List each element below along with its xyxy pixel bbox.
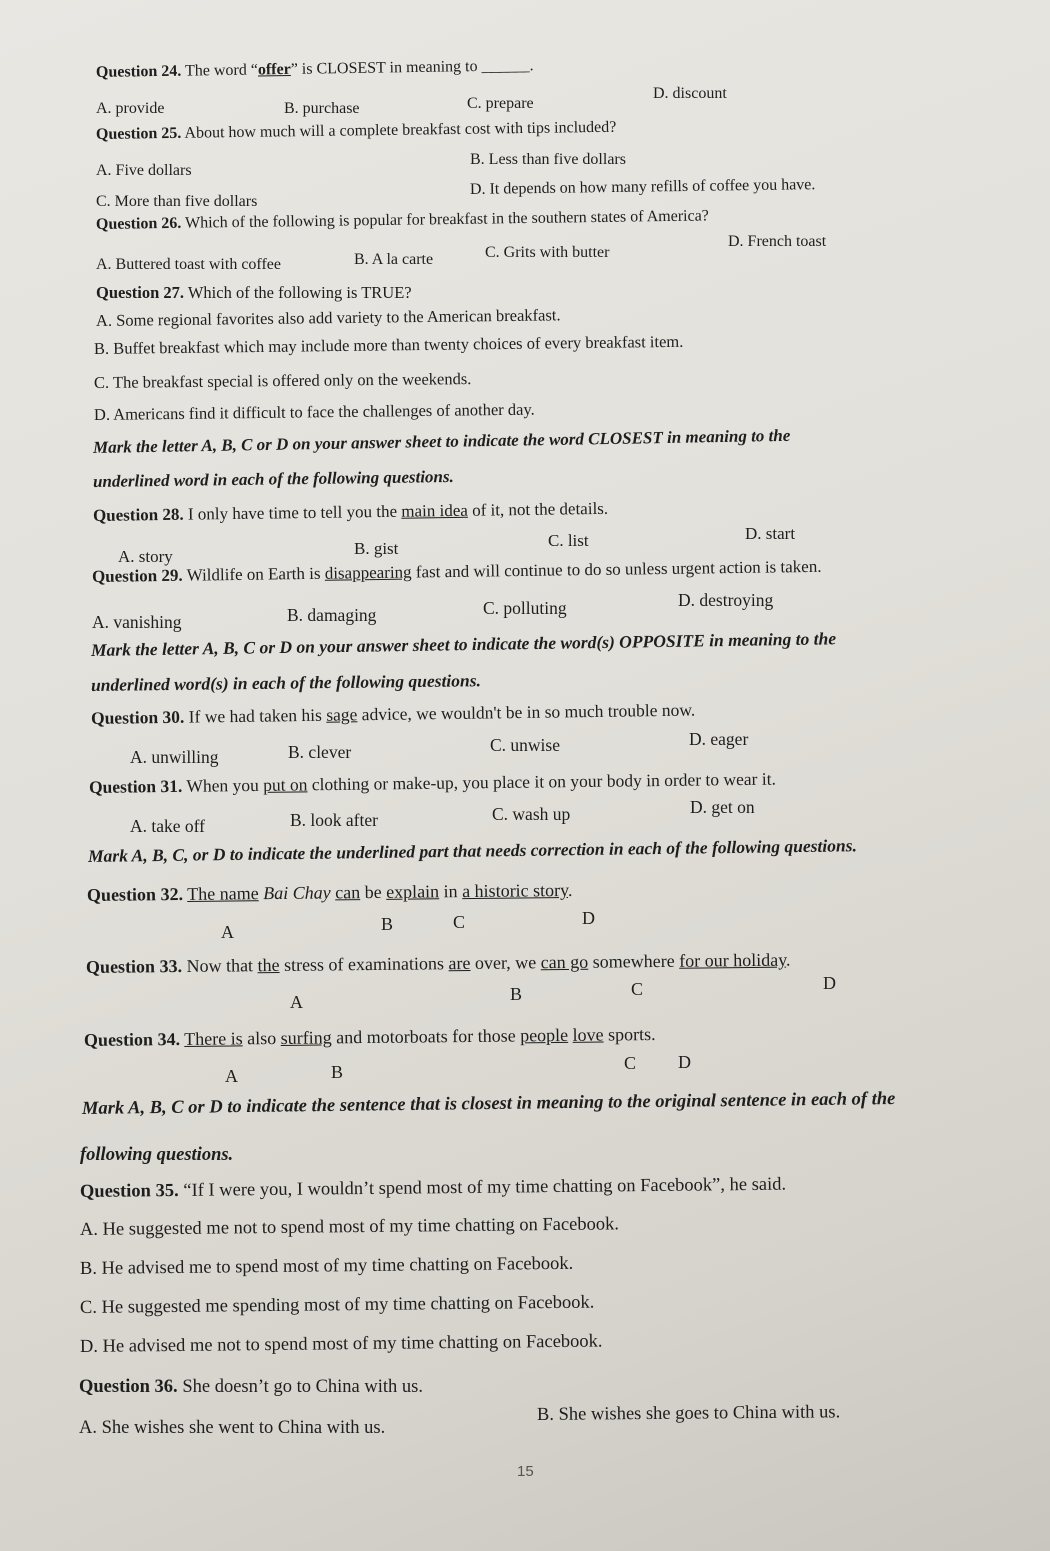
q24-option-c: C. prepare [467,95,534,112]
q30-option-a: A. unwilling [130,747,219,767]
q27-option-c: C. The breakfast special is offered only on the weekends. [93,369,472,392]
q34-label-c: C [624,1053,637,1073]
instruction-correction: Mark A, B, C, or D to indicate the underlined part that needs correction in each of the following questions. [87,835,858,866]
q32-label-a: A [221,922,234,942]
q29-option-b: B. damaging [287,605,377,625]
q25-option-d: D. It depends on how many refills of coffee you have. [469,176,816,198]
q24-option-d: D. discount [653,85,727,102]
q34-stem: Question 34. There is also surfing and motorboats for those people love sports. [83,1024,656,1050]
q25-option-b: B. Less than five dollars [470,151,626,168]
q33-label-c: C [631,979,644,999]
q24-option-a: A. provide [96,100,165,117]
q34-label-d: D [678,1052,691,1072]
q26-option-d: D. French toast [728,233,827,250]
q35-option-b: B. He advised me to spend most of my time chatting on Facebook. [79,1253,574,1279]
q33-label-b: B [510,984,523,1004]
q36-option-b: B. She wishes she goes to China with us. [536,1402,841,1425]
q29-option-a: A. vanishing [92,612,182,632]
q31-option-a: A. take off [130,816,205,836]
instruction-opposite-line1: Mark the letter A, B, C or D on your answer sheet to indicate the word(s) OPPOSITE in meaning to the [90,628,837,660]
q33-label-d: D [823,973,836,993]
q35-option-c: C. He suggested me spending most of my time chatting on Facebook. [79,1292,595,1318]
q35-option-a: A. He suggested me not to spend most of my time chatting on Facebook. [79,1214,620,1240]
q28-option-d: D. start [745,524,796,543]
q26-option-a: A. Buttered toast with coffee [96,256,281,273]
q29-option-c: C. polluting [483,598,567,618]
q28-stem: Question 28. I only have time to tell you the main idea of it, not the details. [92,498,609,525]
q31-stem: Question 31. When you put on clothing or make-up, you place it on your body in order to wear it. [88,768,777,797]
q30-option-c: C. unwise [490,735,560,755]
q24-stem: Question 24. The word “offer” is CLOSEST in meaning to ______. [95,57,534,81]
q36-option-a: A. She wishes she went to China with us. [79,1418,386,1438]
instruction-closest-line2: underlined word in each of the following questions. [92,466,454,491]
q30-stem: Question 30. If we had taken his sage advice, we wouldn't be in so much trouble now. [90,699,696,728]
q34-label-a: A [225,1066,238,1086]
q35-option-d: D. He advised me not to spend most of my time chatting on Facebook. [79,1331,603,1357]
q33-stem: Question 33. Now that the stress of examinations are over, we can go somewhere for our holiday. [85,949,791,977]
q31-option-d: D. get on [690,797,755,817]
q30-option-d: D. eager [689,729,749,749]
q26-option-b: B. A la carte [354,251,434,268]
q29-option-d: D. destroying [678,590,774,610]
q36-stem: Question 36. She doesn’t go to China with us. [79,1377,423,1397]
q25-option-a: A. Five dollars [96,162,192,179]
q29-stem: Question 29. Wildlife on Earth is disappearing fast and will continue to do so unless urgent action is taken. [91,556,822,586]
q28-option-a: A. story [118,547,173,566]
q26-stem: Question 26. Which of the following is popular for breakfast in the southern states of America? [95,207,709,233]
instruction-sentence-line2: following questions. [80,1145,234,1165]
q32-label-b: B [381,914,394,934]
q26-option-c: C. Grits with butter [485,244,610,261]
q27-option-a: A. Some regional favorites also add variety to the American breakfast. [95,305,561,330]
q27-option-d: D. Americans find it difficult to face the challenges of another day. [93,399,535,424]
instruction-opposite-line2: underlined word(s) in each of the following questions. [90,670,482,695]
q27-option-b: B. Buffet breakfast which may include more than twenty choices of every breakfast item. [93,331,684,358]
q34-label-b: B [331,1062,344,1082]
q25-option-c: C. More than five dollars [96,193,258,210]
q31-option-b: B. look after [290,810,378,830]
q28-option-c: C. list [548,531,589,550]
page-number: 15 [517,1463,534,1480]
q24-option-b: B. purchase [284,100,360,117]
q31-option-c: C. wash up [492,804,571,824]
q32-stem: Question 32. The name Bai Chay can be explain in a historic story. [86,879,573,905]
q30-option-b: B. clever [288,742,352,762]
q25-stem: Question 25. About how much will a complete breakfast cost with tips included? [95,118,617,143]
q33-label-a: A [290,992,303,1012]
q32-label-c: C [453,912,466,932]
instruction-closest-line1: Mark the letter A, B, C or D on your answer sheet to indicate the word CLOSEST in meaning to the [92,425,791,457]
instruction-sentence-line1: Mark A, B, C or D to indicate the sentence that is closest in meaning to the original sentence in each of the [81,1089,896,1119]
q35-stem: Question 35. “If I were you, I wouldn’t spend most of my time chatting on Facebook”, he said. [79,1174,787,1202]
q28-option-b: B. gist [354,539,399,558]
q32-label-d: D [582,908,595,928]
q27-stem: Question 27. Which of the following is TRUE? [96,283,412,302]
